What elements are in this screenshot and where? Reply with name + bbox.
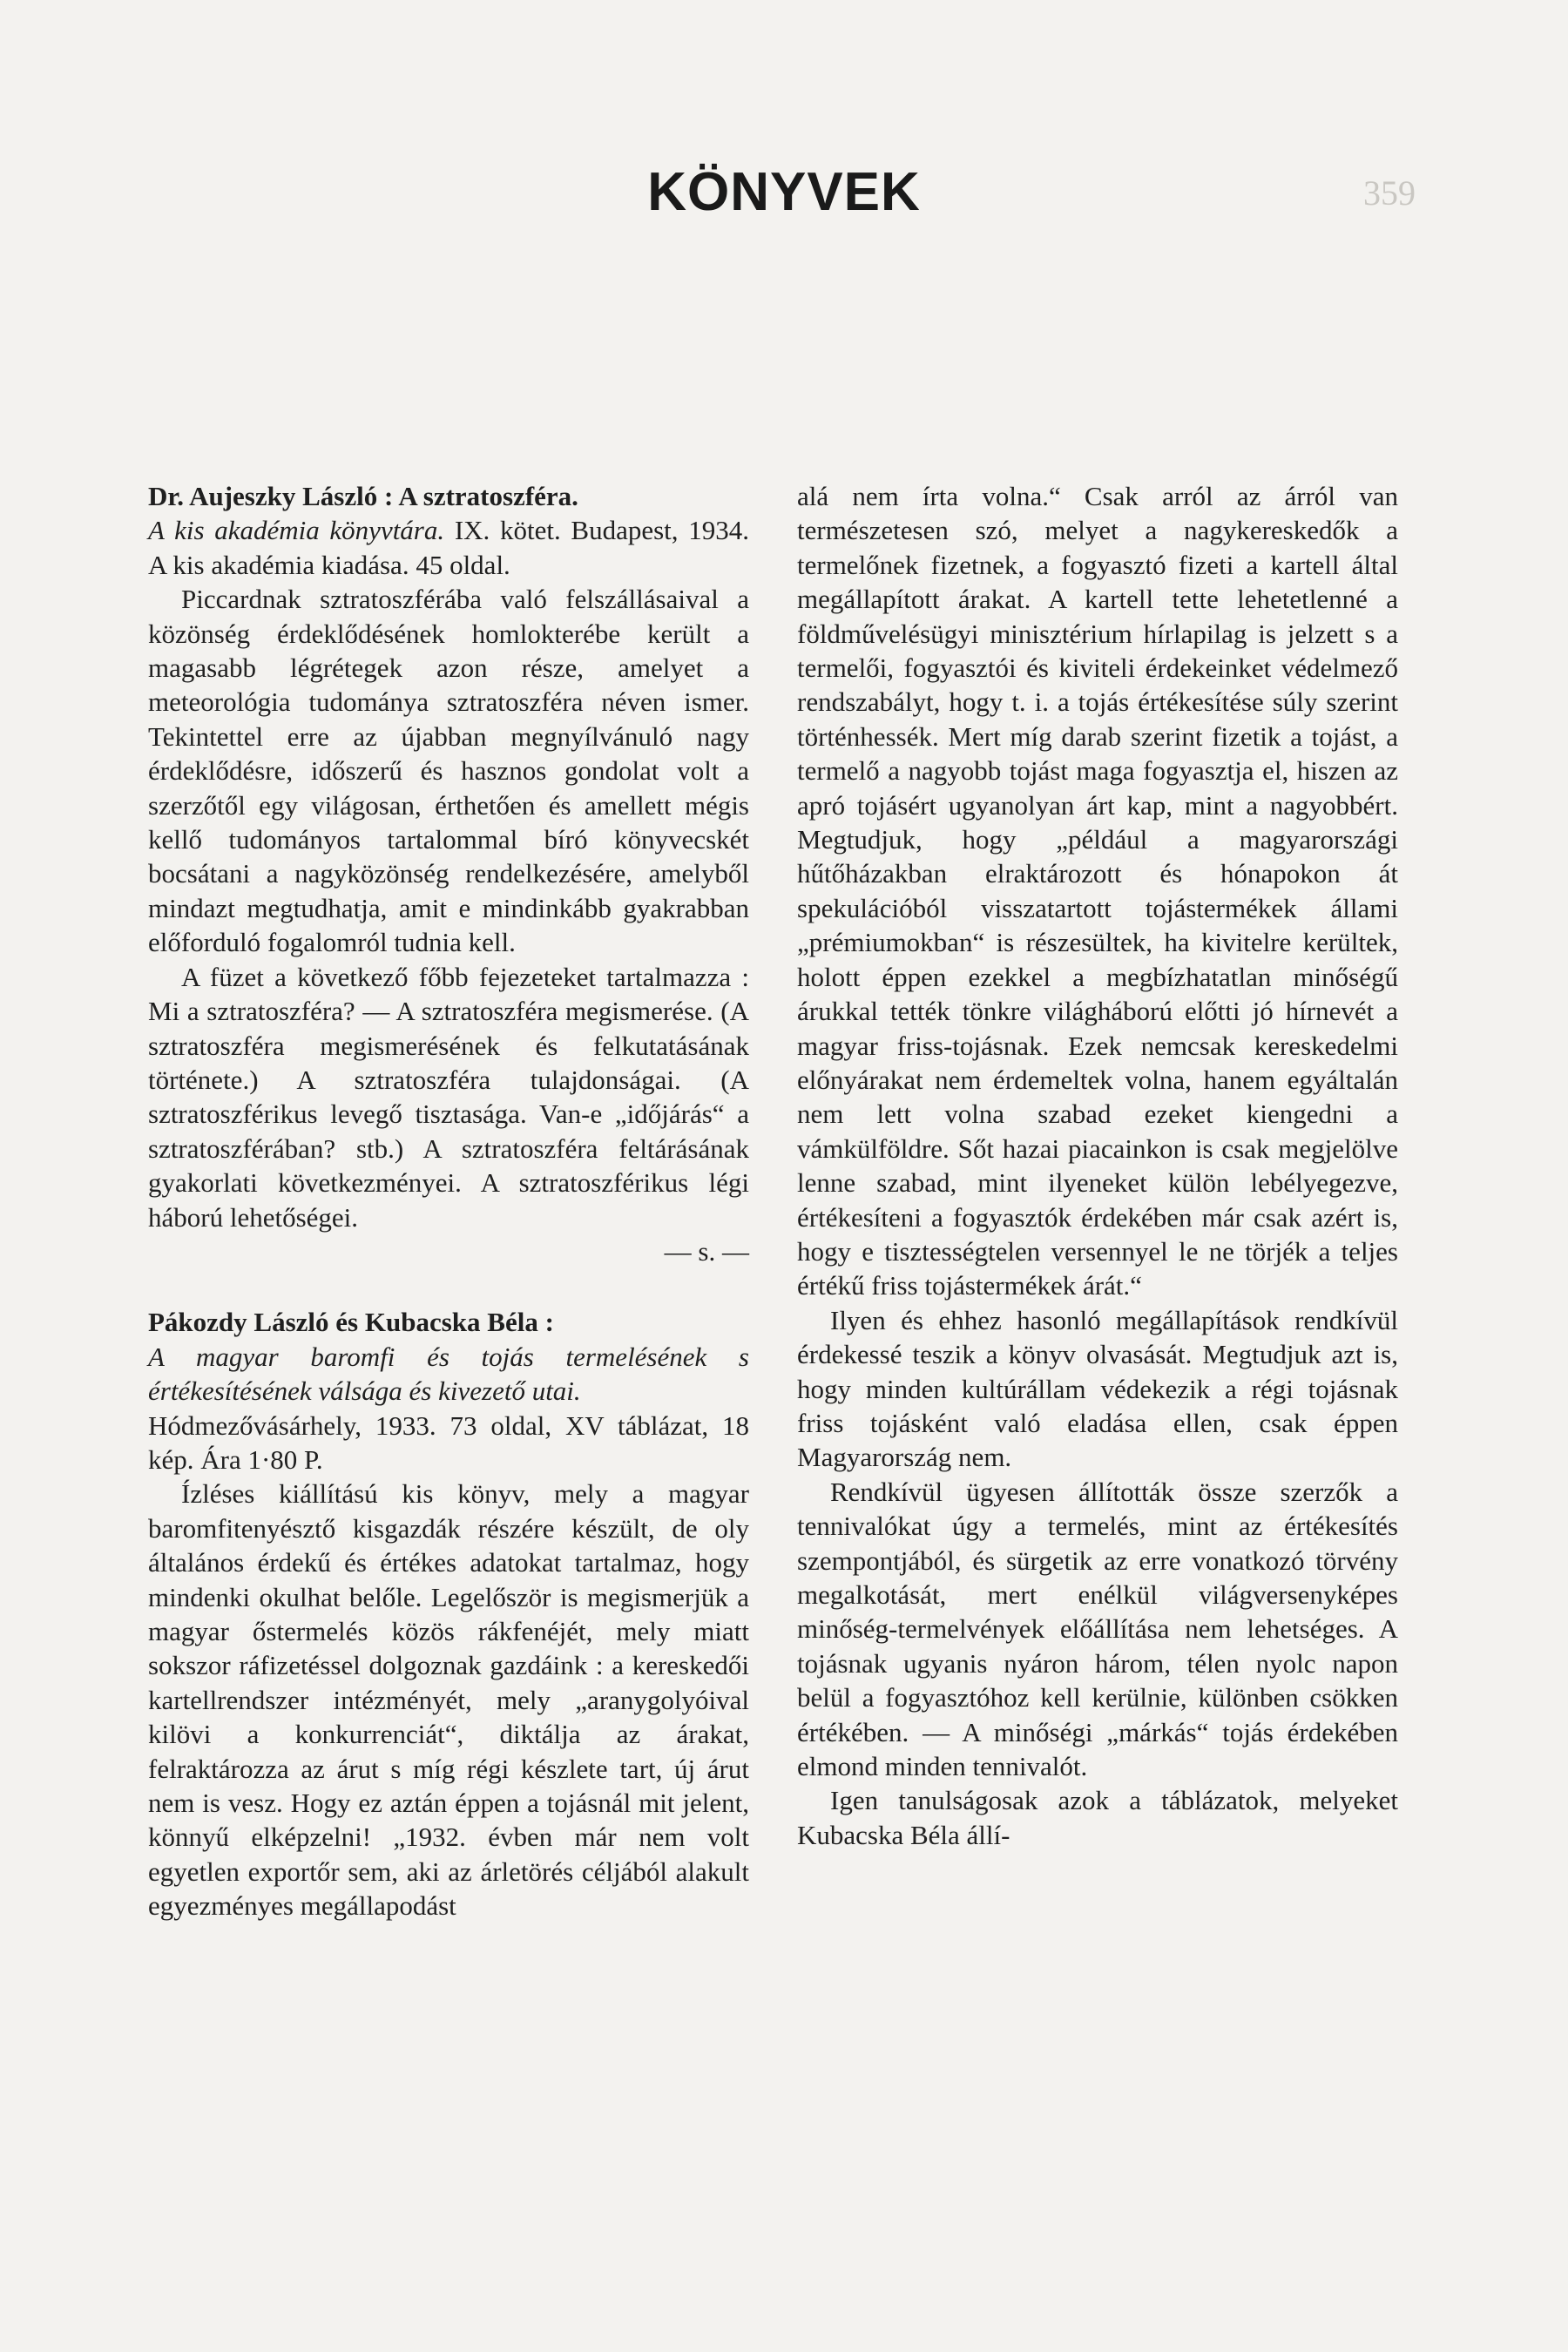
review2-paragraph-1b: alá nem írta volna.“ Csak arról az árról van természetesen szó, melyet a nagykereskedők a termelőnek fizetnek, a fogyasztó fizeti a kartell által megállapított árakat. A kartell tette lehetetlenné a földművelésügyi minisztérium hírlapilag is jelzett s a termelői, fogyasztói és kiviteli érdekeinket védelmező rendszabályt, hogy t. i. a tojás értékesítése súly szerint történhessék. Mert míg darab szerint fizetik a tojást, a termelő a nagyobb tojást maga fogyasztja el, hiszen az apró tojásért ugyanolyan árt kap, mint a nagyobbért. Megtudjuk, hogy „például a magyarországi hűtőházakban elraktározott és hónapokon át spekulációból visszatartott tojástermékek állami „prémiumokban“ is részesültek, ha kivitelre kerültek, holott éppen ezekkel a megbízhatatlan minőségű árukkal tették tönkre világháború előtti jó hírnevét a magyar friss-tojásnak. Ezek nemcsak kereskedelmi előnyárakat nem érdemeltek volna, hanem egyáltalán nem lett volna szabad ezeket kiengedni a vámkülföldre. Sőt hazai piacainkon is csak megjelölve lenne szabad, mint ilyeneket külön lebélyegezve, értékesíteni a fogyasztók érdekében már csak azért is, hogy e tisztességtelen versennyel le ne törjék a teljes értékű friss tojástermékek árát.“ <box>797 481 1398 1301</box>
review2-book-title: A magyar baromfi és tojás termelésének s értékesítésének válsága és kivezető utai. <box>148 1341 749 1407</box>
review2-paragraph-1a: Ízléses kiállítású kis könyv, mely a magyar baromfitenyésztő kisgazdák részére készült, de oly általános érdekű és értékes adatokat tartalmaz, hogy mindenki okulhat belőle. Legelőször is megismerjük a magyar őstermelés közös rákfenéjét, mely miatt sokszor ráfizetéssel dolgoznak gazdáink : a kereskedői kartellrendszer intézményét, mely „aranygolyóival kilövi a konkurrenciát“, diktálja az árakat, felraktározza az árut s míg régi készlete tart, új árut nem is vesz. Hogy ez aztán éppen a tojásnál mit jelent, könnyű elképzelni! „1932. évben már nem volt egyetlen exportőr sem, aki az árletörés céljából alakult egyezményes megállapodást <box>148 1478 749 1922</box>
right-column <box>797 479 1398 1852</box>
review1-paragraph-1: Piccardnak sztratoszférába való felszállásaival a közönség érdeklődésének homlokterébe került a magasabb légrétegek azon része, amelyet a meteorológia tudománya sztratoszféra néven ismer. Tekintettel erre az újabban megnyílvánuló nagy érdeklődésre, időszerű és hasznos gondolat volt a szerzőtől egy világosan, érthetően és amellett mégis kellő tudományos tartalommal bíró könyvecskét bocsátani a nagyközönség rendelkezésére, amelyből mindazt megtudhatja, amit e mindinkább gyakrabban előforduló fogalomról tudnia kell. <box>148 584 749 958</box>
review1-citation <box>148 513 749 582</box>
review1-paragraph-2: A füzet a következő főbb fejezeteket tartalmazza : Mi a sztratoszféra? — A sztratoszféra megismerése. (A sztratoszféra megismerésének és felkutatásának története.) A sztratoszféra tulajdonságai. (A sztratoszférikus levegő tisztasága. Van-e „időjárás“ a sztratoszférában? stb.) A sztratoszféra feltárásának gyakorlati következményei. A sztratoszférikus légi háború lehetőségei. <box>148 961 749 1233</box>
left-column <box>148 479 749 1923</box>
review1-author: Dr. Aujeszky László : A sztratoszféra. <box>148 481 578 511</box>
review2-paragraph-4: Igen tanulságosak azok a táblázatok, melyeket Kubacska Béla állí- <box>797 1785 1398 1850</box>
review1-series-title: A kis akadémia könyvtára. <box>148 515 445 546</box>
review2-publication: Hódmezővásárhely, 1933. 73 oldal, XV táblázat, 18 kép. Ára 1·80 P. <box>148 1409 749 1475</box>
review1-publication: IX. kötet. Budapest, 1934. A kis akadémia kiadása. 45 oldal. <box>148 515 749 580</box>
section-title: KÖNYVEK <box>647 162 921 222</box>
review2-paragraph-2: Ilyen és ehhez hasonló megállapítások rendkívül érdekessé teszik a könyv olvasását. Megtudjuk azt is, hogy minden kultúrállam védekezik a régi tojásnak friss tojásként való eladása ellen, csak éppen Magyarország nem. <box>797 1304 1398 1473</box>
review1-signature-line <box>148 1234 749 1268</box>
review1-signature: — s. — <box>664 1235 749 1267</box>
review2-paragraph-3: Rendkívül ügyesen állították össze szerzők a tennivalókat úgy a termelés, mint az értékesítés szempontjából, és sürgetik az erre vonatkozó törvény megalkotását, mert enélkül világversenyképes minőség-termelvények előállítása nem lehetséges. A tojásnak ugyanis nyáron három, télen nyolc napon belül a fogyasztóhoz kell kerülnie, különben csökken értékében. — A minőségi „márkás“ tojás érdekében elmond minden tennivalót. <box>797 1476 1398 1782</box>
page-number: 359 <box>1363 173 1416 213</box>
review2-author: Pákozdy László és Kubacska Béla : <box>148 1307 554 1338</box>
